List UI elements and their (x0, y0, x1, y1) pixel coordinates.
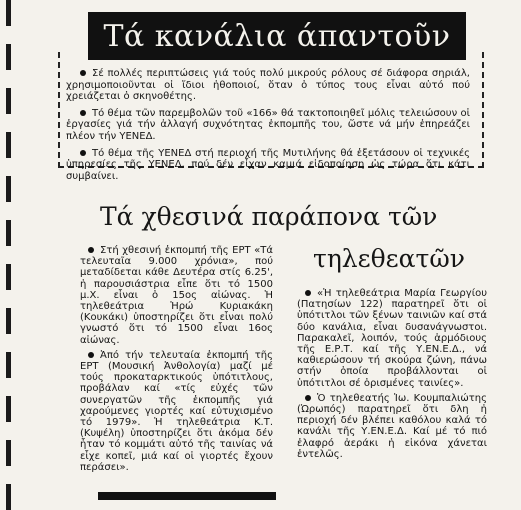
complaint-paragraph: Ὁ τηλεθεατής Ἰω. Κουμπαλιώτης (Ὠρωπός) παρατηρεῖ ὅτι δλη ἡ περιοχή δέν βλέπει καθόλου καλά τό κανάλι τῆς Υ.ΕΝ.Ε.Δ. Καί μέ τό πιό ἐλαφρό ἀεράκι ἡ εἰκόνα χάνεται ἐντελῶς. (297, 392, 487, 460)
answer-paragraph: Σέ πολλές περιπτώσεις γιά τούς πολύ μικρούς ρόλους σέ διάφορα σηριάλ, χρησιμοποιοῦνται οἱ ἴδιοι ἠθοποιοί, ὅταν ὁ τύπος τους εἶναι αὐτό πού χρειάζεται ὁ σκηνοθέτης. (66, 68, 470, 103)
complaint-paragraph: «Ἡ τηλεθεάτρια Μαρία Γεωργίου (Πατησίων 122) παρατηρεῖ ὅτι οἱ ὑπότιτλοι τῶν ξένων ταινιῶν καί στά δύο κανάλια, εἶναι δυσανάγνωστοι. Παρακαλεῖ, λοιπόν, τούς ἁρμόδιους τῆς Ε.Ρ.Τ. καί τῆς Υ.ΕΝ.Ε.Δ., νά καθιερώσουν τή σκούρα ζώνη, πάνω στήν ὁποία προβάλλονται οἱ ὑπότιτλοι σέ ὁρισμένες ταινίες». (297, 288, 487, 389)
bullet-icon (305, 395, 311, 401)
bullet-icon (80, 110, 86, 116)
left-column (80, 245, 273, 477)
next-section-bar (98, 492, 276, 500)
left-margin-rule (6, 0, 11, 500)
bullet-icon (88, 352, 94, 358)
right-column (297, 288, 487, 464)
subheadline-line-1: Τά χθεσινά παράπονα τῶν (100, 202, 438, 231)
headline: Τά κανάλια άπαντοῦν (103, 18, 451, 54)
bullet-icon (305, 290, 311, 296)
answer-paragraph: Τό θέμα τῶν παρεμβολῶν τοῦ «166» θά τακτοποιηθεῖ μόλις τελειώσουν οἱ ἐργασίες γιά τήν ἀλλαγή συχνότητας ἐκπομπῆς του, ὥστε νά μήν ἐπηρεάζει πλέον τήν ΥΕΝΕΔ. (66, 107, 470, 142)
complaint-paragraph: Ἀπό τήν τελευταία ἐκπομπή τῆς ΕΡΤ (Μουσική Ἀνθολογία) μαζί μέ τούς προκαταρκτικούς ὑπότιτλους, προβάλαν καί «τίς εὐχές τῶν συνεργατῶν τῆς ἐκπομπῆς γιά χαρούμενες γιορτές καί εὐτυχισμένο τό 1979». Ἡ τηλεθεάτρια Κ.Τ. (Κυψέλη) ὑποστηρίζει ὅτι ἀκόμα δέν ἦταν τό κομμάτι αὐτό τῆς ταινίας νά εἶχε κοπεῖ, μιά καί οἱ γιορτές ἔχουν περάσει». (80, 349, 273, 473)
answer-paragraph: Τό θέμα τῆς ΥΕΝΕΔ στή περιοχή τῆς Μυτιλήνης θά ἐξετάσουν οἱ τεχνικές ὑπηρεσίες τῆς ΥΕΝΕΔ, πού δέν εἶχαν καμιά εἰδοποίηση ὡς τώρα ὅτι κάτι συμβαίνει. (66, 147, 470, 182)
answers-text (66, 68, 470, 187)
bullet-icon (80, 70, 86, 76)
complaint-paragraph: Στή χθεσινή ἐκπομπή τῆς ΕΡΤ «Τά τελευταῖα 9.000 χρόνια», πού μεταδίδεται κάθε Δευτέρα στίς 6.25', ἡ παρουσιάστρια εἶπε ὅτι τό 1500 μ.Χ. εἶναι ὁ 15ος αἰώνας. Ἡ τηλεθεάτρια Ἡρώ Κυριακάκη (Κουκάκι) ὑποστηρίζει ὅτι εἶναι πολύ γνωστό ὅτι τό 1500 εἶναι 16ος αἰώνας. (80, 245, 273, 346)
bullet-icon (88, 247, 94, 253)
bullet-icon (80, 150, 86, 156)
subheadline-line-2: τηλεθεατῶν (313, 244, 465, 273)
